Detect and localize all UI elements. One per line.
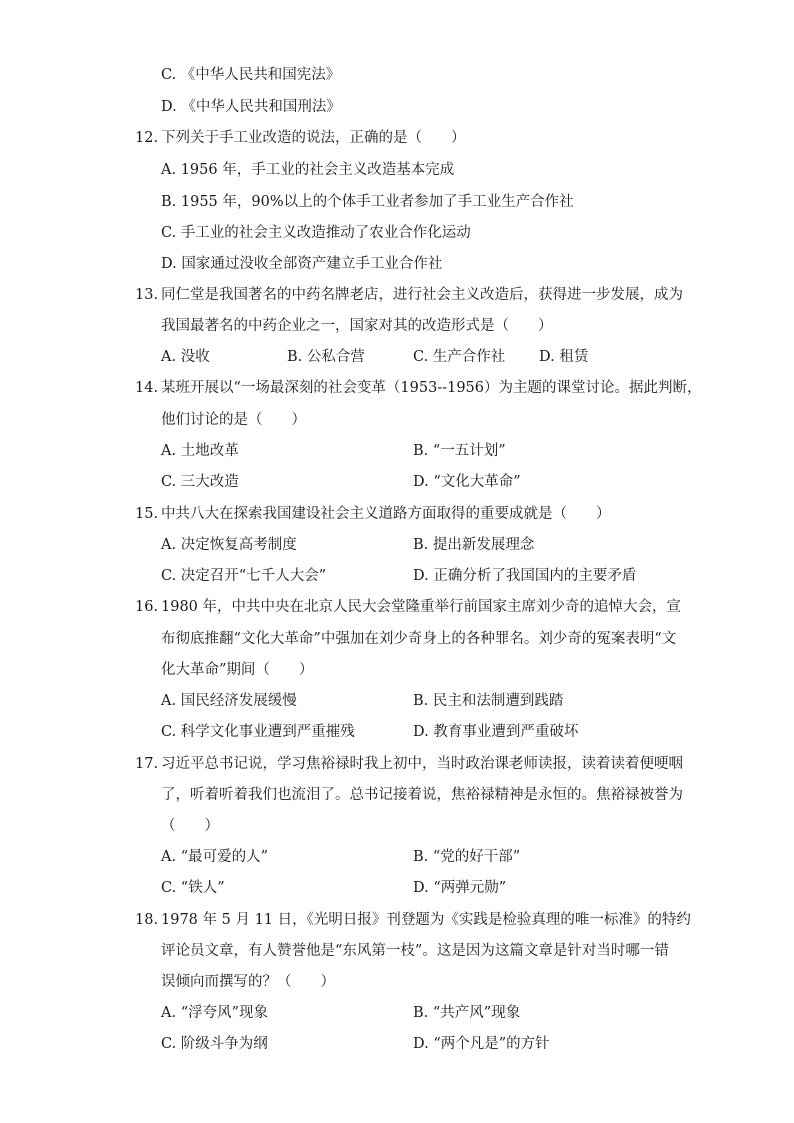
q14-option-b: B. “一五计划” <box>413 443 506 459</box>
q16-option-d: D. 教育事业遭到严重破坏 <box>413 724 579 740</box>
q13-number: 13. <box>135 287 159 303</box>
q13-option-a: A. 没收 <box>161 349 210 365</box>
q18-option-d: D. “两个凡是”的方针 <box>413 1036 550 1052</box>
q12-option-d: D. 国家通过没收全部资产建立手工业合作社 <box>161 256 443 272</box>
q13-stem-line-2: 我国最著名的中药企业之一，国家对其的改造形式是（ ） <box>161 318 553 334</box>
q17-option-b: B. “党的好干部” <box>413 849 521 865</box>
q12-stem: 下列关于手工业改造的说法，正确的是（ ） <box>161 130 466 146</box>
q18-stem-line-2: 评论员文章，有人赞誉他是“东风第一枝”。这是因为这篇文章是针对当时哪一错 <box>161 943 669 959</box>
q16-stem-line-1: 1980 年，中共中央在北京人民大会堂隆重举行前国家主席刘少奇的追悼大会，宣 <box>161 599 682 615</box>
q18-number: 18. <box>135 912 159 928</box>
q11-option-d: D. 《中华人民共和国刑法》 <box>161 99 341 115</box>
q15-number: 15. <box>135 506 159 522</box>
q18-stem-line-3: 误倾向而撰写的？（ ） <box>161 974 335 990</box>
q16-stem-line-3: 化大革命”期间（ ） <box>161 662 314 678</box>
q16-stem-line-2: 布彻底推翻“文化大革命”中强加在刘少奇身上的各种罪名。刘少奇的冤案表明“文 <box>161 631 677 647</box>
q17-option-c: C. “铁人” <box>161 880 225 896</box>
q18-option-a: A. “浮夸风”现象 <box>161 1005 269 1021</box>
q11-option-c: C. 《中华人民共和国宪法》 <box>161 67 341 83</box>
q14-stem-line-1: 某班开展以“一场最深刻的社会变革（1953--1956）为主题的课堂讨论。据此判断， <box>161 380 702 396</box>
q14-option-c: C. 三大改造 <box>161 474 239 490</box>
q16-option-c: C. 科学文化事业遭到严重摧残 <box>161 724 355 740</box>
q15-option-c: C. 决定召开“七千人大会” <box>161 568 327 584</box>
q12-option-a: A. 1956 年，手工业的社会主义改造基本完成 <box>161 162 455 178</box>
q17-stem-line-3: （ ） <box>161 818 219 834</box>
q13-option-b: B. 公私合营 <box>287 349 365 365</box>
q13-option-d: D. 租赁 <box>539 349 589 365</box>
q15-stem: 中共八大在探索我国建设社会主义道路方面取得的重要成就是（ ） <box>161 506 611 522</box>
q17-number: 17. <box>135 756 159 772</box>
q14-number: 14. <box>135 380 159 396</box>
q14-option-a: A. 土地改革 <box>161 443 239 459</box>
q17-option-a: A. “最可爱的人” <box>161 849 269 865</box>
q14-stem-line-2: 他们讨论的是（ ） <box>161 412 306 428</box>
q17-option-d: D. “两弹元勋” <box>413 880 507 896</box>
q17-stem-line-2: 了，听着听着我们也流泪了。总书记接着说，焦裕禄精神是永恒的。焦裕禄被誉为 <box>161 787 683 803</box>
q13-option-c: C. 生产合作社 <box>413 349 506 365</box>
q17-stem-line-1: 习近平总书记说，学习焦裕禄时我上初中，当时政治课老师读报，读着读着便哽咽 <box>161 756 683 772</box>
q18-option-b: B. “共产风”现象 <box>413 1005 521 1021</box>
q15-option-b: B. 提出新发展理念 <box>413 537 535 553</box>
q12-option-c: C. 手工业的社会主义改造推动了农业合作化运动 <box>161 225 471 241</box>
q12-number: 12. <box>135 130 159 146</box>
q12-option-b: B. 1955 年，90%以上的个体手工业者参加了手工业生产合作社 <box>161 194 574 210</box>
q16-option-b: B. 民主和法制遭到践踏 <box>413 693 564 709</box>
q18-option-c: C. 阶级斗争为纲 <box>161 1036 268 1052</box>
q13-stem-line-1: 同仁堂是我国著名的中药名牌老店，进行社会主义改造后，获得进一步发展，成为 <box>161 287 683 303</box>
q16-number: 16. <box>135 599 159 615</box>
q16-option-a: A. 国民经济发展缓慢 <box>161 693 297 709</box>
q14-option-d: D. “文化大革命” <box>413 474 521 490</box>
q18-stem-line-1: 1978 年 5 月 11 日，《光明日报》刊登题为《实践是检验真理的唯一标准》的特约 <box>161 912 691 928</box>
q15-option-a: A. 决定恢复高考制度 <box>161 537 297 553</box>
q15-option-d: D. 正确分析了我国国内的主要矛盾 <box>413 568 637 584</box>
